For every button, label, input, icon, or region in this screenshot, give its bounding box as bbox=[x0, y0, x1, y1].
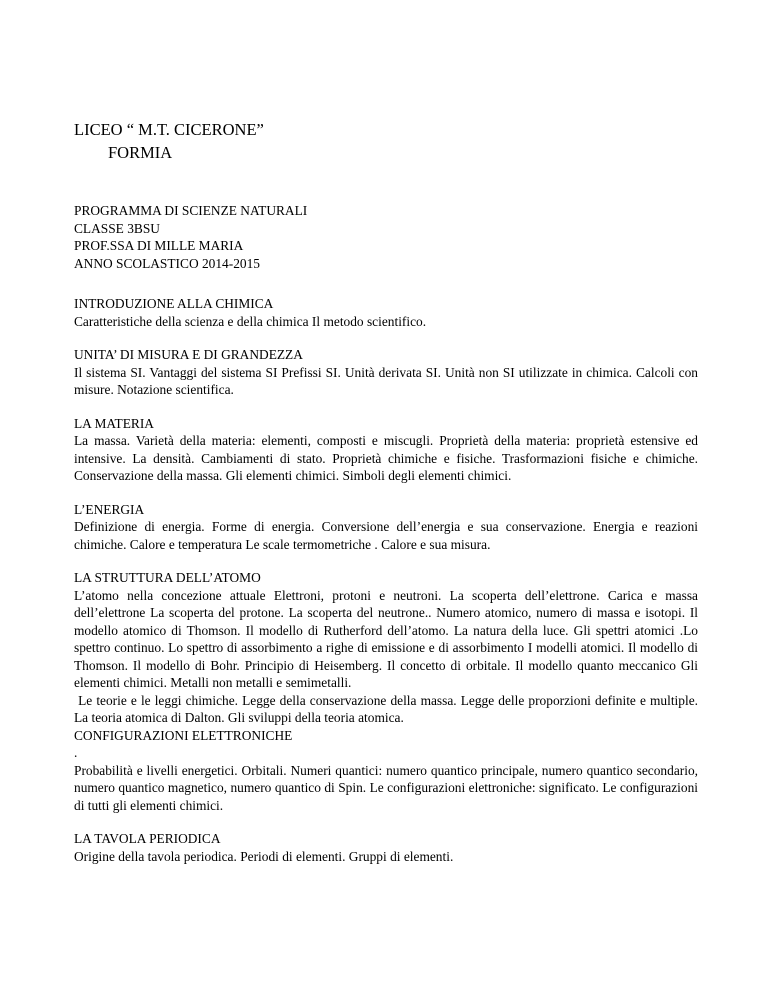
section-title: UNITA’ DI MISURA E DI GRANDEZZA bbox=[74, 347, 303, 362]
program-sections bbox=[74, 295, 702, 881]
section-title: INTRODUZIONE ALLA CHIMICA bbox=[74, 296, 274, 311]
section-title: LA STRUTTURA DELL’ATOMO bbox=[74, 570, 261, 585]
section-energy bbox=[74, 501, 698, 554]
program-header bbox=[74, 202, 698, 272]
program-title: PROGRAMMA DI SCIENZE NATURALI bbox=[74, 203, 308, 218]
section-periodic bbox=[74, 830, 698, 865]
section-intro bbox=[74, 295, 698, 330]
section-body: Definizione di energia. Forme di energia. Conversione dell’energia e sua conservazione. Energia e reazioni chimiche. Calore e temperatura Le scale termometriche . Calore e sua misura. bbox=[74, 519, 698, 552]
section-title: LA TAVOLA PERIODICA bbox=[74, 831, 221, 846]
section-config bbox=[74, 727, 698, 815]
teacher-label: PROF.SSA DI MILLE MARIA bbox=[74, 238, 244, 253]
school-name: LICEO “ M.T. CICERONE” bbox=[74, 120, 264, 139]
school-year-label: ANNO SCOLASTICO 2014-2015 bbox=[74, 255, 260, 271]
section-body: La massa. Varietà della materia: elementi, composti e miscugli. Proprietà della materia: proprietà estensive ed intensive. La densità. Cambiamenti di stato. Proprietà chimiche e fisiche. Trasformazioni fisiche e chimiche. Conservazione della massa. Gli elementi chimici. Simboli degli elementi chimici. bbox=[74, 433, 698, 483]
atom-paragraph-2: Le teorie e le leggi chimiche. Legge della conservazione della massa. Legge delle proporzioni definite e multiple. La teoria atomica di Dalton. Gli sviluppi della teoria atomica. bbox=[74, 692, 702, 725]
section-title: L’ENERGIA bbox=[74, 501, 145, 517]
section-atom bbox=[74, 569, 702, 727]
section-title: LA MATERIA bbox=[74, 415, 154, 431]
section-body: Origine della tavola periodica. Periodi di elementi. Gruppi di elementi. bbox=[74, 848, 454, 864]
school-city: FORMIA bbox=[108, 143, 173, 162]
section-body bbox=[74, 587, 702, 727]
atom-paragraph-1: L’atomo nella concezione attuale Elettroni, protoni e neutroni. La scoperta dell’elettrone. Carica e massa dell’elettrone La scoperta del protone. La scoperta del neutrone.. Numero atomico, numero di massa e isotopi. Il modello atomico di Thomson. Il modello di Rutherford dell’atomo. La natura della luce. Gli spettri atomici .Lo spettro continuo. Lo spettro di assorbimento a righe di emissione e di assorbimento I modelli atomici. Il modello di Thomson. Il modello di Bohr. Principio di Heisemberg. Il concetto di orbitale. Il modello quanto meccanico Gli elementi chimici. Metalli non metalli e semimetalli. bbox=[74, 587, 698, 690]
section-units bbox=[74, 346, 698, 399]
section-title: CONFIGURAZIONI ELETTRONICHE bbox=[74, 727, 293, 743]
stray-dot: . bbox=[74, 745, 78, 760]
class-label: CLASSE 3BSU bbox=[74, 220, 160, 236]
section-body: Probabilità e livelli energetici. Orbitali. Numeri quantici: numero quantico principale, numero quantico secondario, numero quantico magnetico, numero quantico di Spin. Le configurazioni elettroniche: significato. Le configurazioni di tutti gli elementi chimici. bbox=[74, 762, 698, 813]
section-matter bbox=[74, 415, 698, 485]
section-body: Caratteristiche della scienza e della chimica Il metodo scientifico. bbox=[74, 313, 427, 329]
section-body: Il sistema SI. Vantaggi del sistema SI Prefissi SI. Unità derivata SI. Unità non SI utilizzate in chimica. Calcoli con misure. Notazione scientifica. bbox=[74, 364, 698, 397]
